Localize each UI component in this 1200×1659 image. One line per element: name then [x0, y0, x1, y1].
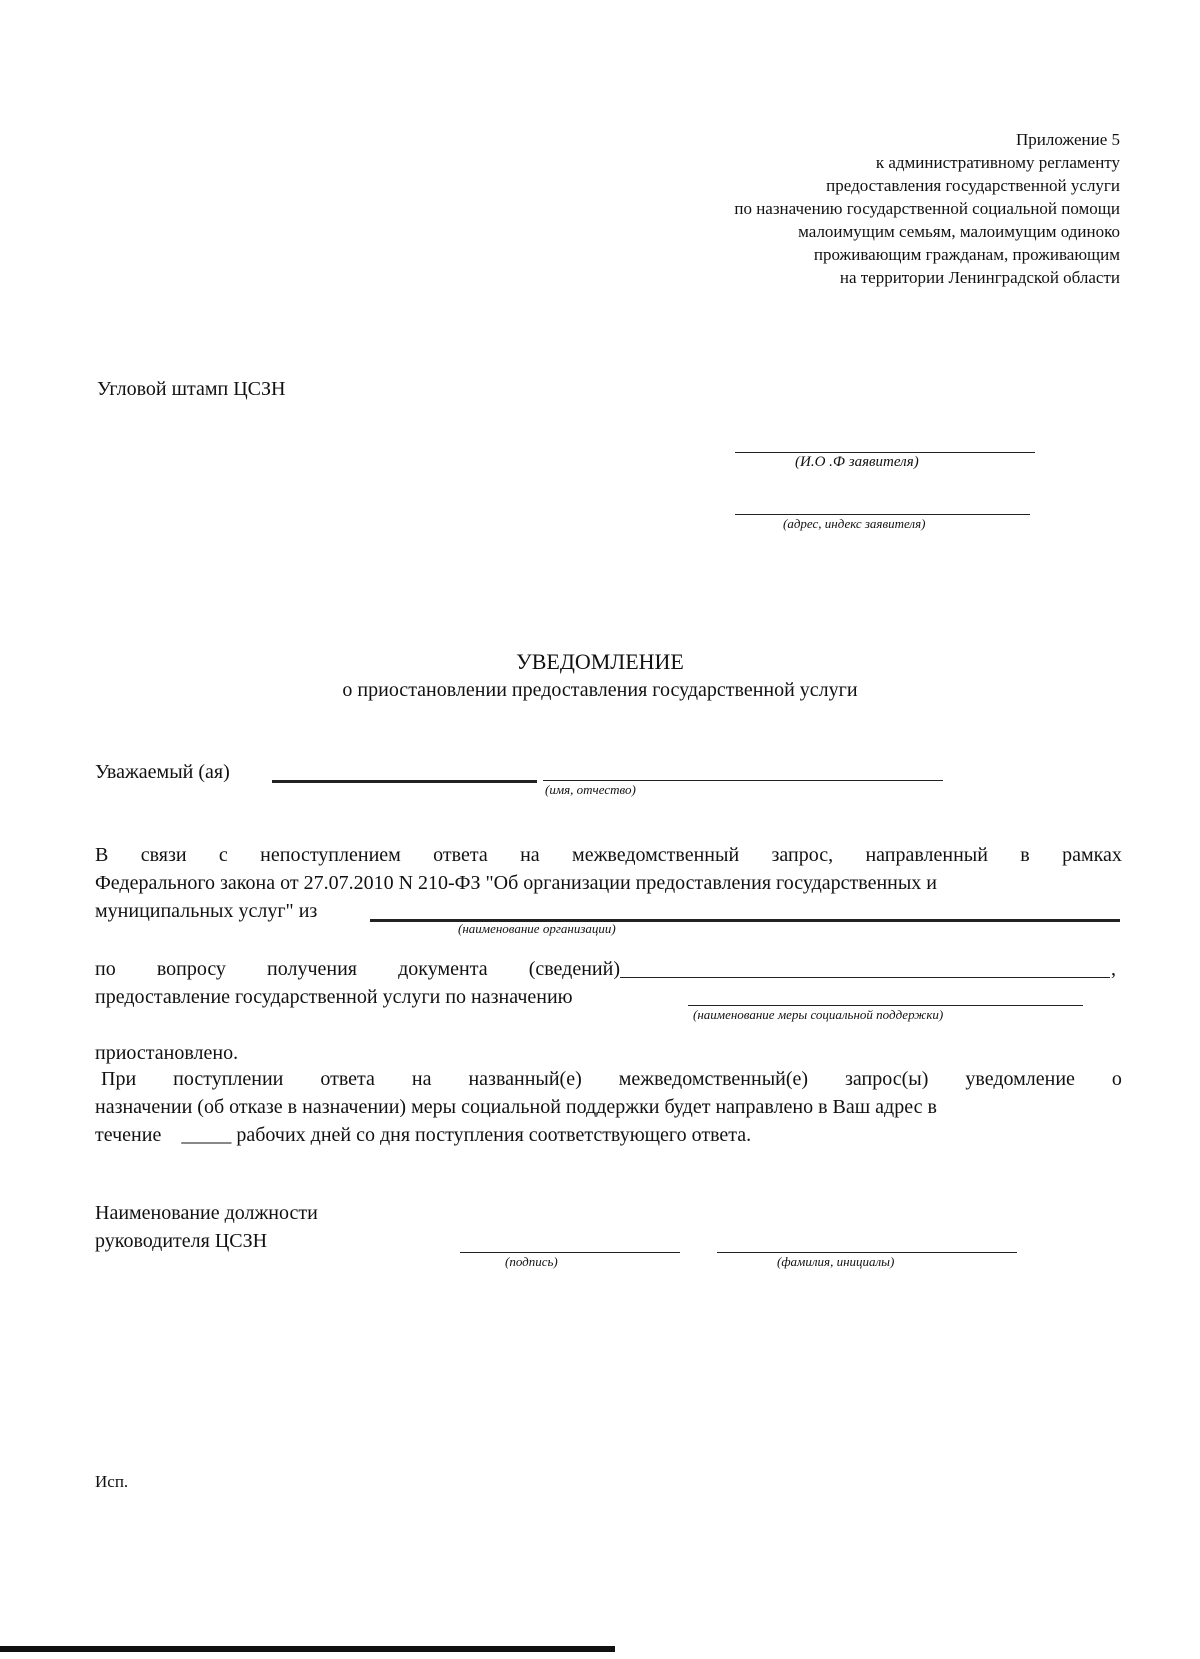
paragraph-1-line-3: муниципальных услуг" из: [95, 900, 318, 922]
suspended-text: приостановлено.: [95, 1042, 239, 1064]
greeting-caption: (имя, отчество): [545, 782, 636, 797]
paragraph-1-line-1: [95, 842, 1122, 868]
word: направленный: [865, 844, 988, 866]
paragraph-2-line-2: предоставление государственной услуги по назначению: [95, 986, 573, 1008]
executor-label: Исп.: [95, 1472, 129, 1491]
word: названный(е): [468, 1068, 582, 1090]
document-info-comma: ,: [1111, 958, 1116, 980]
support-measure-line: [688, 1005, 1083, 1006]
organization-caption: (наименование организации): [458, 921, 616, 936]
annex-header: [560, 128, 1120, 289]
word: В: [95, 844, 109, 866]
document-subtitle: о приостановлении предоставления государственной услуги: [342, 679, 858, 701]
term-suffix: рабочих дней со дня поступления соответствующего ответа.: [236, 1124, 752, 1146]
annex-line: на территории Ленинградской области: [839, 268, 1120, 287]
position-title-line-2: руководителя ЦСЗН: [95, 1230, 268, 1252]
word: на: [411, 1068, 432, 1090]
corner-stamp-label: Угловой штамп ЦСЗН: [97, 378, 286, 400]
full-name-line: [717, 1252, 1017, 1253]
word: запрос(ы): [845, 1068, 929, 1090]
paragraph-2-line-1: [95, 956, 620, 982]
document-info-line: [620, 977, 1110, 978]
word: на: [520, 844, 540, 866]
word: поступлении: [173, 1068, 284, 1090]
applicant-name-line: [735, 452, 1035, 453]
word: межведомственный: [572, 844, 740, 866]
word: получения: [267, 958, 358, 980]
word: (сведений): [528, 958, 620, 980]
word: запрос,: [771, 844, 834, 866]
annex-line: Приложение 5: [1016, 130, 1120, 149]
annex-line: проживающим гражданам, проживающим: [813, 245, 1120, 264]
annex-line: по назначению государственной социальной помощи: [734, 199, 1120, 218]
greeting-patronymic-line: [543, 780, 943, 781]
word: с: [218, 844, 228, 866]
paragraph-3-line-3: [95, 1122, 751, 1148]
word: по: [95, 958, 116, 980]
signature-line: [460, 1252, 680, 1253]
word: уведомление: [965, 1068, 1075, 1090]
word: межведомственный(е): [618, 1068, 809, 1090]
word: связи: [140, 844, 187, 866]
applicant-name-caption: (И.О .Ф заявителя): [795, 454, 919, 470]
greeting-name-line: [272, 780, 537, 783]
word: документа: [398, 958, 488, 980]
support-measure-caption: (наименование меры социальной поддержки): [693, 1007, 944, 1022]
annex-line: малоимущим семьям, малоимущим одиноко: [798, 222, 1120, 241]
signature-caption: (подпись): [505, 1254, 558, 1269]
applicant-address-caption: (адрес, индекс заявителя): [783, 516, 926, 531]
greeting-label: Уважаемый (ая): [95, 761, 230, 783]
scan-edge-bar: [0, 1646, 615, 1652]
position-title-line-1: Наименование должности: [95, 1202, 318, 1224]
term-days-blank: _____: [181, 1124, 232, 1146]
document-title: УВЕДОМЛЕНИЕ: [516, 649, 684, 674]
paragraph-3-line-2: назначении (об отказе в назначении) меры социальной поддержки будет направлено в Ваш адрес в: [95, 1096, 937, 1118]
word: рамках: [1062, 844, 1122, 866]
annex-line: предоставления государственной услуги: [826, 176, 1120, 195]
applicant-address-line: [735, 514, 1030, 515]
word: ответа: [433, 844, 488, 866]
full-name-caption: (фамилия, инициалы): [777, 1254, 895, 1269]
term-prefix: течение: [95, 1124, 162, 1146]
word: ответа: [320, 1068, 375, 1090]
paragraph-3-line-1: [101, 1066, 1122, 1092]
word: При: [101, 1068, 137, 1090]
paragraph-1-line-2: Федерального закона от 27.07.2010 N 210-ФЗ "Об организации предоставления государственных и: [95, 872, 937, 894]
word: непоступлением: [260, 844, 401, 866]
word: о: [1111, 1068, 1122, 1090]
word: в: [1020, 844, 1030, 866]
word: вопросу: [156, 958, 226, 980]
annex-line: к административному регламенту: [875, 153, 1120, 172]
